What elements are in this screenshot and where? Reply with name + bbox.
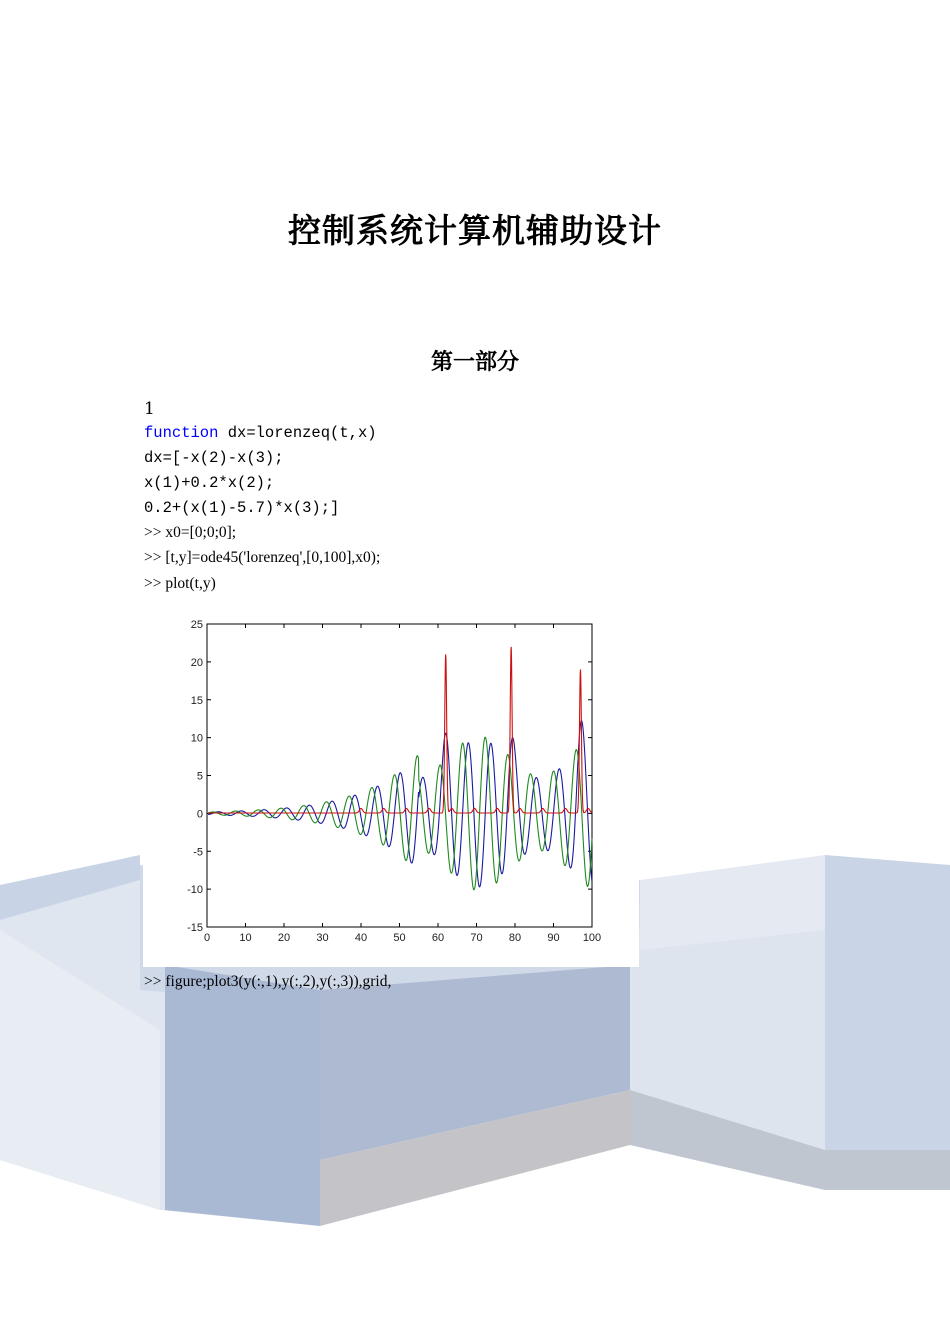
x-tick-label: 60 <box>431 932 445 944</box>
x-tick-label: 20 <box>277 932 291 944</box>
code-line: x(1)+0.2*x(2); <box>144 474 275 492</box>
code-keyword: function <box>144 424 219 442</box>
code-line: 0.2+(x(1)-5.7)*x(3);] <box>144 499 340 517</box>
line-chart <box>143 607 639 967</box>
x-tick-label: 40 <box>354 932 368 944</box>
command-line: >> figure;plot3(y(:,1),y(:,2),y(:,3)),grid, <box>144 973 392 990</box>
document-title: 控制系统计算机辅助设计 <box>288 211 662 250</box>
command-line: >> x0=[0;0;0]; <box>144 524 237 541</box>
y-tick-label: -5 <box>193 846 203 859</box>
x-tick-label: 90 <box>547 932 560 944</box>
y-tick-label: 15 <box>190 694 203 707</box>
x-tick-label: 30 <box>316 932 329 944</box>
y-tick-label: 25 <box>190 619 203 631</box>
y-tick-label: -10 <box>187 884 203 897</box>
section-heading: 第一部分 <box>430 349 519 375</box>
command-line: >> [t,y]=ode45('lorenzeq',[0,100],x0); <box>144 549 381 566</box>
code-line <box>144 424 377 442</box>
y-tick-label: 0 <box>196 808 203 821</box>
x-tick-label: 0 <box>203 932 211 944</box>
y-tick-label: 5 <box>196 770 203 783</box>
code-line: dx=[-x(2)-x(3); <box>144 449 284 467</box>
x-tick-label: 10 <box>239 932 252 944</box>
x-tick-label: 70 <box>470 932 483 944</box>
code-text: dx=lorenzeq(t,x) <box>218 424 377 442</box>
plot-figure <box>143 607 639 967</box>
y-tick-label: 10 <box>190 732 203 745</box>
y-tick-label: -15 <box>187 922 203 934</box>
item-number: 1 <box>144 399 155 419</box>
x-tick-label: 50 <box>393 932 406 944</box>
y-tick-label: 20 <box>190 656 203 669</box>
x-tick-label: 100 <box>582 932 602 944</box>
command-line: >> plot(t,y) <box>144 575 216 592</box>
x-tick-label: 80 <box>508 932 522 944</box>
